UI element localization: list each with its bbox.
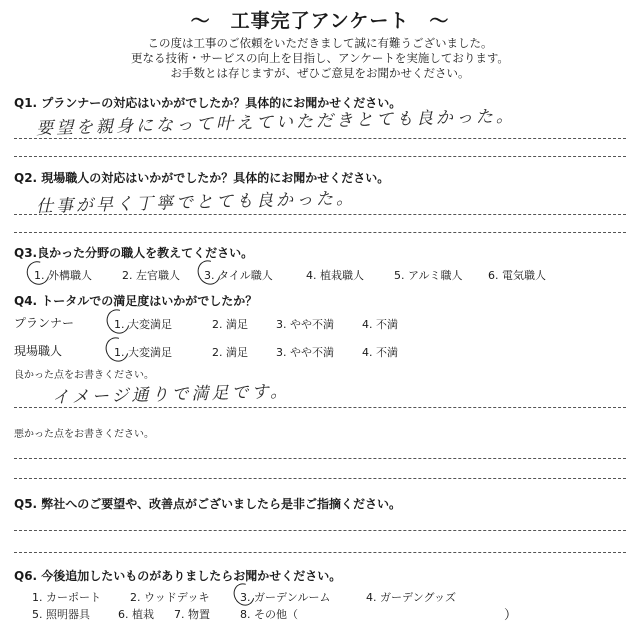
q3-option-2[interactable]: 2. 左官職人 xyxy=(122,269,180,282)
q4-planner-label: プランナー xyxy=(14,316,75,330)
q1-answer-line-1 xyxy=(14,138,626,139)
q4-craftsman-label: 現場職人 xyxy=(14,344,63,358)
survey-title: ～ 工事完了アンケート ～ xyxy=(190,10,450,32)
q4-good-points-prompt: 良かった点をお書きください。 xyxy=(14,370,154,381)
q3-option-1[interactable]: 1. 外構職人 xyxy=(34,269,92,282)
q3-option-4[interactable]: 4. 植栽職人 xyxy=(306,269,364,282)
q5-answer-line-1 xyxy=(14,530,626,531)
q4-good-line-1 xyxy=(14,407,626,408)
q4-bad-line-1 xyxy=(14,458,626,459)
q4-craftsman-selection-circle xyxy=(101,333,133,366)
q6-option-2[interactable]: 2. ウッドデッキ xyxy=(130,591,210,604)
q3-selection-circle-3 xyxy=(193,256,225,289)
intro-line-3: お手数とは存じますが、ぜひご意見をお聞かせください。 xyxy=(170,66,470,80)
q3-selection-circle-1 xyxy=(22,257,53,289)
q3-option-6[interactable]: 6. 電気職人 xyxy=(488,269,546,282)
q4-planner-option-4[interactable]: 4. 不満 xyxy=(362,318,398,331)
q4-craftsman-option-1[interactable]: 1. 大変満足 xyxy=(114,346,172,359)
q4-craftsman-option-3[interactable]: 3. やや不満 xyxy=(276,346,334,359)
q3-option-5[interactable]: 5. アルミ職人 xyxy=(394,269,463,282)
q2-answer-line-1 xyxy=(14,214,626,215)
q1-answer-line-2 xyxy=(14,156,626,157)
q6-option-5[interactable]: 5. 照明器具 xyxy=(32,608,90,621)
q6-option-6[interactable]: 6. 植栽 xyxy=(118,608,154,621)
q4-bad-line-2 xyxy=(14,478,626,479)
q4-planner-selection-circle xyxy=(102,305,134,338)
q2-handwritten-answer[interactable]: 仕事が早く丁寧でとても良かった。 xyxy=(35,188,357,217)
q6-other-close-paren: ） xyxy=(504,608,518,623)
q2-question: Q2. 現場職人の対応はいかがでしたか？具体的にお聞かせください。 xyxy=(14,171,390,185)
q5-answer-line-2 xyxy=(14,552,626,553)
q4-planner-option-3[interactable]: 3. やや不満 xyxy=(276,318,334,331)
q4-planner-option-1[interactable]: 1. 大変満足 xyxy=(114,318,172,331)
q3-question: Q3.良かった分野の職人を教えてください。 xyxy=(14,246,254,260)
q2-answer-line-2 xyxy=(14,232,626,233)
q4-craftsman-option-2[interactable]: 2. 満足 xyxy=(212,346,248,359)
q6-question: Q6. 今後追加したいものがありましたらお聞かせください。 xyxy=(14,569,342,583)
q6-option-7[interactable]: 7. 物置 xyxy=(174,608,210,621)
q5-question: Q5. 弊社へのご要望や、改善点がございましたら是非ご指摘ください。 xyxy=(14,497,402,511)
q6-option-3[interactable]: 3. ガーデンルーム xyxy=(240,591,331,604)
intro-line-1: この度は工事のご依頼をいただきまして誠に有難うございました。 xyxy=(147,36,493,50)
q6-option-1[interactable]: 1. カーポート xyxy=(32,591,101,604)
q1-question: Q1. プランナーの対応はいかがでしたか？具体的にお聞かせください。 xyxy=(14,96,402,110)
q6-option-4[interactable]: 4. ガーデングッズ xyxy=(366,591,457,604)
q3-option-3[interactable]: 3. タイル職人 xyxy=(204,269,273,282)
q4-craftsman-option-4[interactable]: 4. 不満 xyxy=(362,346,398,359)
q4-good-points-answer[interactable]: イメージ通りで満足です。 xyxy=(51,381,291,408)
intro-line-2: 更なる技術・サービスの向上を目指し、アンケートを実施しております。 xyxy=(131,51,509,65)
q1-handwritten-answer[interactable]: 要望を親身になって叶えていただきとても良かった。 xyxy=(35,106,517,139)
q4-bad-points-prompt: 悪かった点をお書きください。 xyxy=(14,429,154,440)
q4-question: Q4. トータルでの満足度はいかがでしたか？ xyxy=(14,294,258,308)
q6-option-8[interactable]: 8. その他（ xyxy=(240,608,298,621)
q4-planner-option-2[interactable]: 2. 満足 xyxy=(212,318,248,331)
